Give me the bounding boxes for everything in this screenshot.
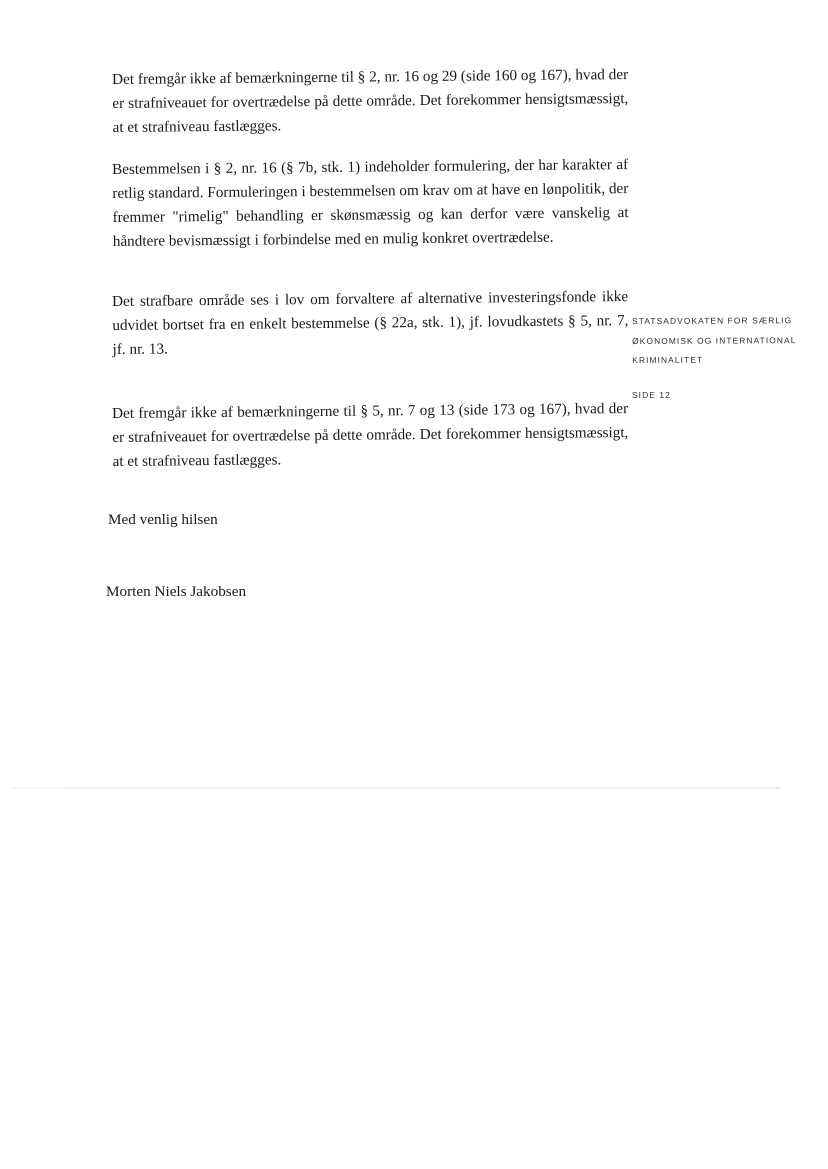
sender-line-3: KRIMINALITET bbox=[632, 354, 704, 365]
closing-greeting: Med venlig hilsen bbox=[108, 511, 218, 528]
paragraph-2: Bestemmelsen i § 2, nr. 16 (§ 7b, stk. 1) indeholder formulering, der har karakter af retlig standard. Formuleringen i bestemmelsen om krav om at have en lønpolitik, der fremmer "rimelig" behandling er skønsmæssig og kan derfor være vanskelig at håndtere bevismæssigt i forbindelse med en mulig konkret overtrædelse. bbox=[112, 156, 629, 250]
paragraph-3: Det strafbare område ses i lov om forvaltere af alternative investeringsfonde ikke udvidet bortset fra en enkelt bestemmelse (§ 22a, stk. 1), jf. lovudkastets § 5, nr. 7, jf. nr. 13. bbox=[112, 288, 629, 358]
page-number: SIDE 12 bbox=[632, 390, 671, 400]
paragraph-4: Det fremgår ikke af bemærkningerne til § 5, nr. 7 og 13 (side 173 og 167), hvad der er strafniveauet for overtrædelse på dette område. Det forekommer hensigtsmæssigt, at et strafniveau fastlægges. bbox=[112, 400, 629, 470]
sender-block bbox=[632, 311, 822, 370]
signature-name: Morten Niels Jakobsen bbox=[106, 583, 247, 600]
sender-line-2: ØKONOMISK OG INTERNATIONAL bbox=[632, 334, 797, 346]
sender-line-1: STATSADVOKATEN FOR SÆRLIG bbox=[632, 315, 793, 326]
paragraph-1: Det fremgår ikke af bemærkningerne til § 2, nr. 16 og 29 (side 160 og 167), hvad der er strafniveauet for overtrædelse på dette område. Det forekommer hensigtsmæssigt, at et strafniveau fastlægges. bbox=[112, 66, 629, 136]
scan-artifact-line bbox=[10, 787, 780, 789]
